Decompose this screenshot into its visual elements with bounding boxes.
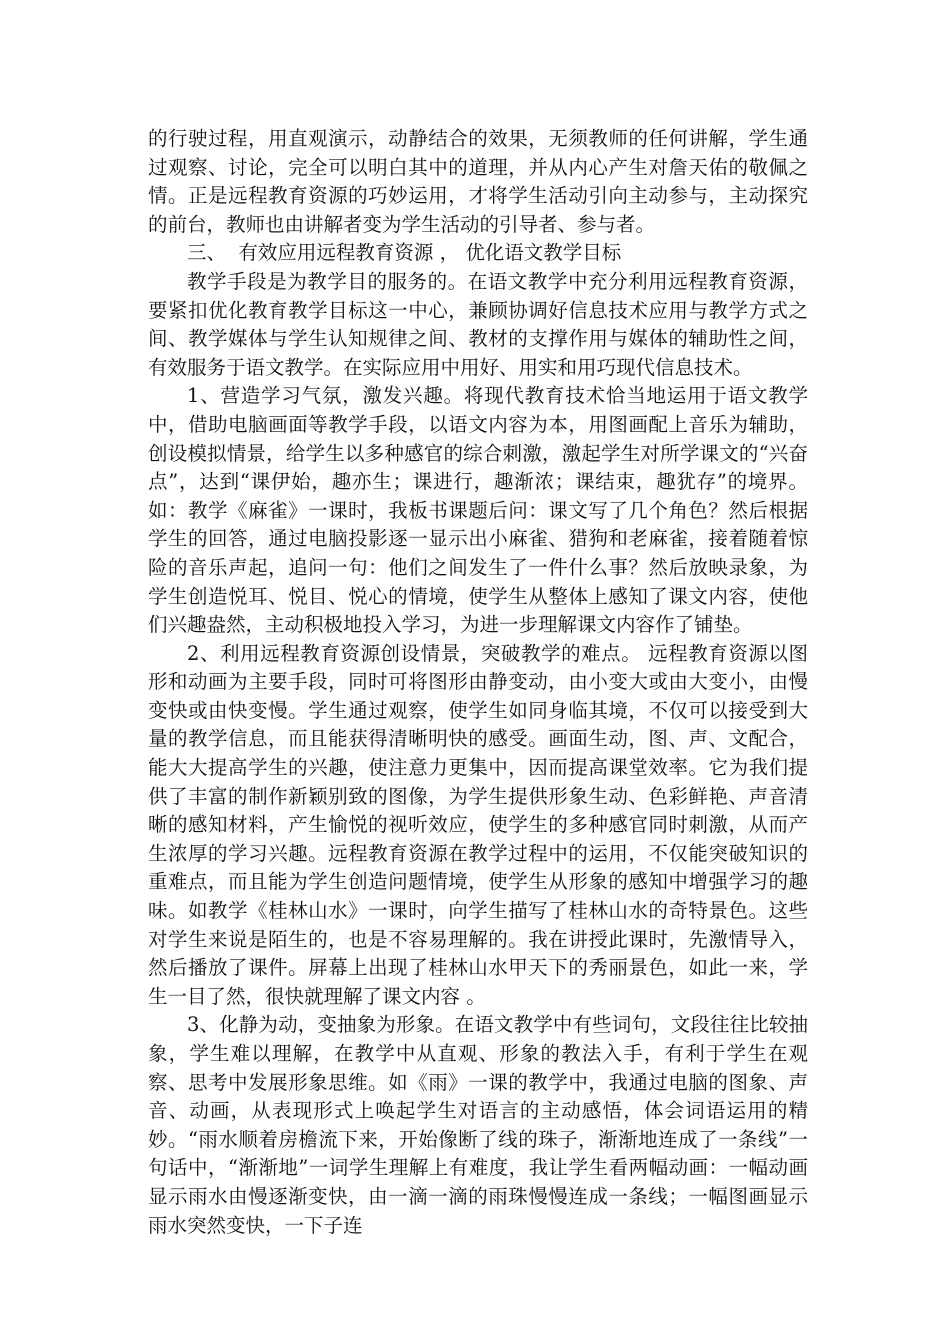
paragraph-continuation: 的行驶过程，用直观演示，动静结合的效果，无须教师的任何讲解，学生通过观察、讨论，完全可以明白其中的道理，并从内心产生对詹天佑的敬佩之情。正是远程教育资源的巧妙运用，才将学生活动引向主动参与，主动探究的前台，教师也由讲解者变为学生活动的引导者、参与者。 xyxy=(148,127,808,236)
paragraph-point-1: 1、营造学习气氛，激发兴趣。将现代教育技术恰当地运用于语文教学中，借助电脑画面等教学手段，以语文内容为本，用图画配上音乐为辅助，创设模拟情景，给学生以多种感官的综合刺激，激起学生对所学课文的“兴奋点”，达到“课伊始，趣亦生；课进行，趣渐浓；课结束，趣犹存”的境界。如：教学《麻雀》一课时，我板书课题后问：课文写了几个角色？然后根据学生的回答，通过电脑投影逐一显示出小麻雀、猎狗和老麻雀，接着随着惊险的音乐声起，追问一句：他们之间发生了一件什么事？然后放映录象，为学生创造悦耳、悦目、悦心的情境，使学生从整体上感知了课文内容，使他们兴趣盎然，主动积极地投入学习，为进一步理解课文内容作了铺垫。 xyxy=(148,384,808,637)
paragraph-intro: 教学手段是为教学目的服务的。在语文教学中充分利用远程教育资源，要紧扣优化教育教学目标这一中心，兼顾协调好信息技术应用与教学方式之间、教学媒体与学生认知规律之间、教材的支撑作用与媒体的辅助性之间，有效服务于语文教学。在实际应用中用好、用实和用巧现代信息技术。 xyxy=(148,269,808,379)
section-heading-3: 三、 有效应用远程教育资源 ， 优化语文教学目标 xyxy=(187,241,622,265)
paragraph-point-3: 3、化静为动，变抽象为形象。在语文教学中有些词句，文段往往比较抽象，学生难以理解，在教学中从直观、形象的教法入手，有利于学生在观察、思考中发展形象思维。如《雨》一课的教学中，我通过电脑的图象、声音、动画，从表现形式上唤起学生对语言的主动感悟，体会词语运用的精妙。“雨水顺着房檐流下来，开始像断了线的珠子，渐渐地连成了一条线”一句话中，“渐渐地”一词学生理解上有难度，我让学生看两幅动画：一幅动画显示雨水由慢逐渐变快，由一滴一滴的雨珠慢慢连成一条线；一幅图画显示雨水突然变快，一下子连 xyxy=(148,1013,808,1237)
paragraph-point-2: 2、利用远程教育资源创设情景，突破教学的难点。 远程教育资源以图形和动画为主要手段，同时可将图形由静变动，由小变大或由大变小，由慢变快或由快变慢。学生通过观察，使学生如同身临其境，不仅可以接受到大量的教学信息，而且能获得清晰明快的感受。画面生动，图、声、文配合，能大大提高学生的兴趣，使注意力更集中，因而提高课堂效率。它为我们提供了丰富的制作新颖别致的图像，为学生提供形象生动、色彩鲜艳、声音清晰的感知材料，产生愉悦的视听效应，使学生的多种感官同时刺激，从而产生浓厚的学习兴趣。远程教育资源在教学过程中的运用，不仅能突破知识的重难点，而且能为学生创造问题情境，使学生从形象的感知中增强学习的趣味。如教学《桂林山水》一课时，向学生描写了桂林山水的奇特景色。这些对学生来说是陌生的，也是不容易理解的。我在讲授此课时，先激情导入，然后播放了课件。屏幕上出现了桂林山水甲天下的秀丽景色，如此一来，学生一目了然，很快就理解了课文内容 。 xyxy=(148,641,808,1008)
document-page xyxy=(148,125,808,1240)
